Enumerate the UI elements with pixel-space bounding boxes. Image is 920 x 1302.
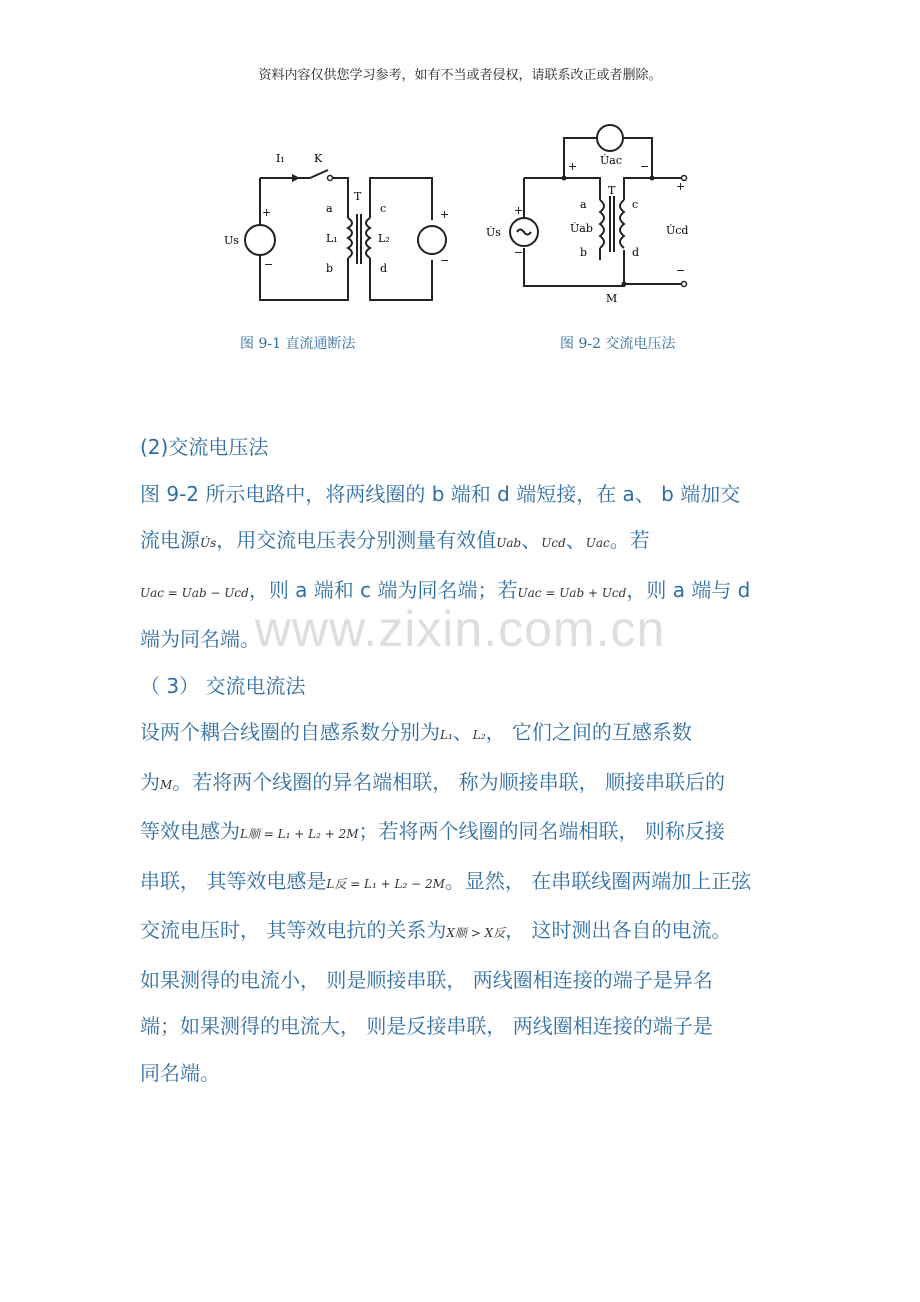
text-fragment: 。若	[609, 528, 650, 552]
label-plus-src: +	[514, 204, 524, 217]
math-us: U̇s	[200, 536, 217, 550]
math-Lfan: L反 = L₁ + L₂ − 2M	[326, 876, 445, 891]
label-minus-top: −	[640, 160, 650, 173]
math-uac: Uac	[585, 536, 610, 550]
label-switch: K	[314, 152, 323, 165]
para-ac-voltage	[140, 471, 800, 663]
circuit-diagram-1	[220, 140, 460, 310]
label-mutual: M	[606, 292, 618, 305]
figure2-caption: 图 9-2 交流电压法	[560, 336, 676, 352]
math-eq2: Uac = Uab + Ucd	[517, 585, 627, 600]
text-fragment: 串联， 其等效电感是	[140, 868, 327, 893]
text-fragment: ，用交流电压表分别测量有效值	[216, 528, 497, 552]
label-minus2: −	[440, 254, 450, 267]
label-a: a	[326, 202, 333, 215]
label-us2: U̇s	[486, 226, 501, 239]
label-plus1: +	[262, 206, 272, 219]
text-fragment: 。显然， 在串联线圈两端加上正弦	[444, 868, 752, 893]
label-uac: U̇ac	[600, 154, 622, 167]
text-fragment: 如果测得的电流小， 则是顺接串联， 两线圈相连接的端子是异名	[140, 967, 713, 992]
label-a2: a	[580, 198, 587, 211]
label-minus1: −	[264, 258, 274, 271]
figure-ac-voltage-method	[484, 120, 704, 320]
text-fragment: 、	[452, 720, 473, 744]
figure-dc-switch-method	[220, 140, 460, 310]
text-fragment: 端为同名端。	[140, 627, 260, 651]
label-uab: U̇ab	[570, 222, 593, 235]
heading-ac-current: （ 3） 交流电流法	[140, 673, 306, 698]
label-source: Us	[224, 234, 239, 247]
text-fragment: 流电源	[140, 528, 200, 552]
label-transformer: T	[354, 190, 362, 203]
text-fragment: ；若将两个线圈的同名端相联， 则称反接	[358, 819, 725, 843]
label-current: I₁	[276, 152, 285, 165]
para-ac-current	[140, 709, 800, 1096]
figure1-caption: 图 9-1 直流通断法	[240, 336, 356, 352]
text-fragment: 等效电感为	[140, 819, 240, 843]
math-Lshun: L顺 = L₁ + L₂ + 2M	[240, 827, 359, 841]
section-ac-voltage	[140, 424, 800, 1096]
math-L1: L₁	[440, 728, 453, 742]
text-fragment: ， 它们之间的互感系数	[485, 720, 692, 744]
text-fragment: 为	[140, 769, 160, 794]
label-ucd: U̇cd	[666, 224, 689, 237]
text-fragment: ，则 a 端与 d	[626, 577, 751, 602]
math-L2: L₂	[472, 728, 486, 742]
label-b2: b	[580, 246, 588, 259]
label-coil2: L₂	[378, 232, 390, 245]
text-fragment: 端；如果测得的电流大， 则是反接串联， 两线圈相连接的端子是	[140, 1014, 713, 1038]
label-coil1: L₁	[326, 232, 338, 245]
text-fragment: ， 这时测出各自的电流。	[505, 918, 732, 942]
text-fragment: 同名端。	[140, 1060, 220, 1085]
label-d2: d	[632, 246, 640, 259]
text-fragment: 图 9-2 所示电路中，将两线圈的 b 端和 d 端短接，在 a、 b 端加交	[140, 481, 741, 506]
label-c: c	[380, 202, 387, 215]
text-fragment: 交流电压时， 其等效电抗的关系为	[140, 918, 447, 942]
text-fragment: ，则 a 端和 c 端为同名端；若	[248, 577, 518, 602]
text-fragment: 设两个耦合线圈的自感系数分别为	[140, 720, 440, 744]
label-b: b	[326, 262, 334, 275]
label-minus-src: −	[514, 246, 524, 259]
math-ucd: Ucd	[541, 536, 566, 550]
label-plus-top: +	[568, 160, 578, 173]
label-c2: c	[632, 198, 639, 211]
watermark: www.zixin.com.cn	[254, 601, 666, 657]
math-uab: Uab	[496, 536, 522, 550]
label-d: d	[380, 262, 388, 275]
label-transformer2: T	[608, 184, 616, 197]
circuit-diagram-2	[484, 120, 704, 320]
header-note: 资料内容仅供您学习参考，如有不当或者侵权，请联系改正或者删除。	[258, 68, 662, 83]
text-fragment: 。若将两个线圈的异名端相联， 称为顺接串联， 顺接串联后的	[172, 769, 726, 794]
math-M: M	[160, 777, 173, 792]
label-plus-right: +	[676, 180, 686, 193]
math-X: X顺 > X反	[446, 926, 506, 940]
heading-ac-voltage: (2)交流电压法	[140, 435, 269, 459]
label-plus2: +	[440, 208, 450, 221]
text-fragment: 、	[565, 528, 586, 552]
text-fragment: 、	[521, 528, 542, 552]
label-minus-right: −	[676, 264, 686, 277]
math-eq1: Uac = Uab − Ucd	[140, 585, 249, 600]
